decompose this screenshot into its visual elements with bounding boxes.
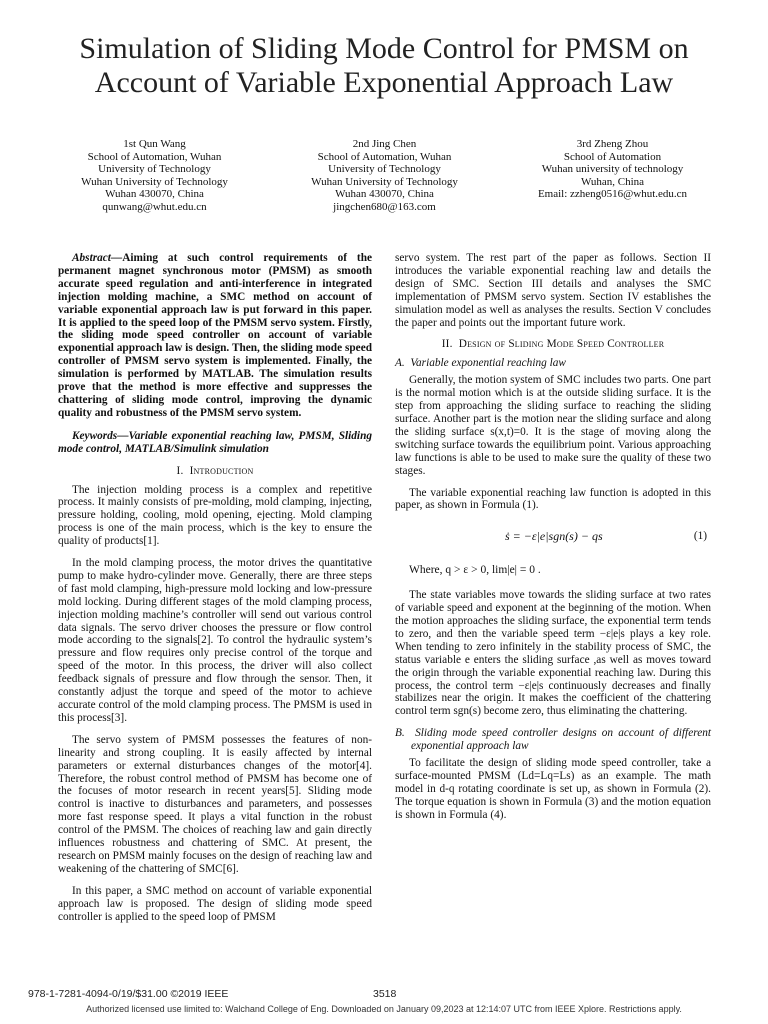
author-affiliation: School of Automation, Wuhan	[87, 150, 222, 163]
author-address: Wuhan 430070, China	[105, 188, 204, 201]
author-email: qunwang@whut.edu.cn	[102, 200, 207, 213]
formula-condition: Where, q > ε > 0, lim|e| = 0 .	[409, 564, 541, 577]
license-notice: Authorized licensed use limited to: Walchand College of Eng. Downloaded on January 09,2023 at 12:14:07 UTC from IEEE Xplore. Restrictions apply.	[86, 1004, 682, 1014]
right-column	[395, 252, 711, 831]
author-affiliation: Wuhan University of Technology	[311, 175, 458, 188]
page-number: 3518	[373, 988, 397, 1000]
author-1	[40, 138, 269, 214]
author-affiliation: University of Technology	[328, 163, 441, 176]
section-heading-design	[395, 338, 711, 351]
intro-paragraph-1: The injection molding process is a complex and repetitive process. It mainly consists of pre-molding, mold clamping, injecting, pressure holding, cooling, mold opening, ejecting. Mold clamping process is one of the main process, which is the key to ensure the quality of products[1].	[58, 483, 372, 548]
section-heading-introduction	[58, 465, 372, 478]
author-address: Wuhan 430070, China	[335, 188, 434, 201]
author-affiliation: School of Automation	[563, 150, 662, 163]
formula-expression: ṡ = −ε|e|sgn(s) − qs	[505, 529, 603, 544]
subsection-b-paragraph-1: To facilitate the design of sliding mode speed controller, take a surface-mounted PMSM (Ld=Lq=Ls) as an example. The math model in d-q rotating coordinate is set up, as shown in Formula (2). The torque equation is shown in Formula (3) and the motion equation is shown in Formula (4).	[395, 757, 711, 821]
keywords-text: Variable exponential reaching law, PMSM, Sliding mode control, MATLAB/Simulink simulation	[58, 429, 372, 455]
title-line-1: Simulation of Sliding Mode Control for PMSM on	[79, 32, 689, 65]
subsection-a-paragraph-3: The state variables move towards the sliding surface at two rates of variable speed and exponent at the beginning of the motion. When the motion approaches the sliding surface, the exponential term tends to zero, and then the variable speed term −ε|e|s plays a key role. When tending to zero infinitely in the stability process of SMC, the status variable e enters the sliding surface ,as well as moves toward the origin through the variable exponential reaching law. During this process, the control term −ε|e|s continuously decreases and finally stabilizes near the origin. It makes the coefficient of the chattering control term sgn(s) become zero, thus eliminating the chattering.	[395, 589, 711, 718]
abstract	[58, 252, 372, 420]
formula-number: (1)	[693, 530, 707, 543]
formula-1	[395, 522, 711, 556]
intro-paragraph-4: In this paper, a SMC method on account of variable exponential approach law is proposed. The design of sliding mode speed controller is applied to the speed loop of PMSM	[58, 884, 372, 923]
author-affiliation: School of Automation, Wuhan	[317, 150, 452, 163]
subsection-title: Sliding mode speed controller designs on account of different exponential approach law	[411, 727, 711, 753]
subsection-heading-a	[395, 357, 711, 370]
author-2	[270, 138, 499, 214]
author-3	[498, 138, 727, 201]
author-name: 3rd Zheng Zhou	[576, 138, 649, 150]
section-number: I.	[176, 464, 184, 477]
author-affiliation: Wuhan University of Technology	[81, 175, 228, 188]
paper-title	[30, 32, 738, 100]
subsection-label: B.	[395, 727, 405, 740]
subsection-a-paragraph-1: Generally, the motion system of SMC includes two parts. One part is the normal motion which is at the outside sliding surface. It is the step from approaching the sliding surface to reaching the sliding surface. Another part is the motion near the sliding surface and along the sliding surface s(x,t)=0. It is the stage of moving along the switching surface towards the equilibrium point. Various approaching law functions is able to be used to make sure the quality of these two stages.	[395, 374, 711, 477]
intro-paragraph-3: The servo system of PMSM possesses the features of non-linearity and strong coupling. It is easily affected by internal parameters or external disturbances changes of the motor[4]. Therefore, the robust control method of PMSM has become one of the focuses of motor research in recent years[5]. Sliding mode control is inactive to disturbances and parameters, and possesses more fast response speed. It plays a vital function in the robust control of the PMSM. The choices of reaching law and gain directly influences robustness and chattering of SMC. At present, the research on PMSM mainly focuses on the design of reaching law and weakening of the chattering of SMC[6].	[58, 733, 372, 875]
footer-isbn: 978-1-7281-4094-0/19/$31.00 ©2019 IEEE	[28, 988, 229, 1000]
keywords-label: Keywords—	[72, 429, 129, 442]
author-name: 1st Qun Wang	[123, 138, 186, 150]
author-address: Wuhan, China	[580, 175, 645, 188]
section-title: Design of Sliding Mode Speed Controller	[458, 338, 665, 351]
author-email: Email: zzheng0516@whut.edu.cn	[537, 188, 688, 201]
subsection-label: A.	[395, 357, 405, 370]
subsection-title: Variable exponential reaching law	[410, 357, 566, 370]
author-affiliation: University of Technology	[98, 163, 211, 176]
intro-paragraph-2: In the mold clamping process, the motor drives the quantitative pump to make hydro-cylinder move. Generally, there are three steps of fast mold clamping, high-pressure mold locking and low-pressure mold locking. During different stages of the mold clamping process, injection molding machine’s controller will send out various control data signals. The servo driver chooses the pressure or flow control mode according to the signals[2]. To control the hydraulic system’s pressure and flow requires only precise control of the torque and speed of the motor. In this process, the driver will also collect feedback signals of pressure and flow through the sensor. Then, it constantly adjust the torque and speed of the motor to achieve accurate control of the mold clamping process. The PMSM is used in this process[3].	[58, 557, 372, 724]
author-affiliation: Wuhan university of technology	[541, 163, 684, 176]
author-name: 2nd Jing Chen	[352, 138, 417, 150]
keywords	[58, 430, 372, 456]
author-email: jingchen680@163.com	[333, 200, 436, 213]
intro-paragraph-continued: servo system. The rest part of the paper as follows. Section II introduces the variable exponential reaching law and details the design of SMC. Section III details and analyses the SMC implementation of PMSM servo system. Section IV establishes the simulation model as well as analyses the results. Section V concludes the paper and points out the important future work.	[395, 252, 711, 329]
subsection-a-paragraph-2: The variable exponential reaching law function is adopted in this paper, as shown in Formula (1).	[395, 486, 711, 512]
abstract-text: Aiming at such control requirements of the permanent magnet synchronous motor (PMSM) as smooth accurate speed regulation and anti-interference in integrated injection molding machine, a SMC method on account of variable exponential approach law is put forward in this paper. It is applied to the speed loop of the PMSM servo system. Firstly, the sliding mode speed controller on account of variable exponential approach law is design. Then, the sliding mode speed controller of PMSM servo system is implemented. Finally, the simulation is performed by MATLAB. The simulation results prove that the method is more effective and suppresses the chattering of sliding mode control, improving the dynamic quality and robustness of the PMSM servo system.	[58, 252, 372, 419]
abstract-label: Abstract—	[72, 252, 123, 264]
left-column	[58, 252, 372, 933]
section-title: Introduction	[189, 464, 254, 477]
section-number: II.	[441, 338, 453, 351]
title-line-2: Account of Variable Exponential Approach Law	[94, 66, 674, 99]
subsection-heading-b	[395, 727, 711, 753]
